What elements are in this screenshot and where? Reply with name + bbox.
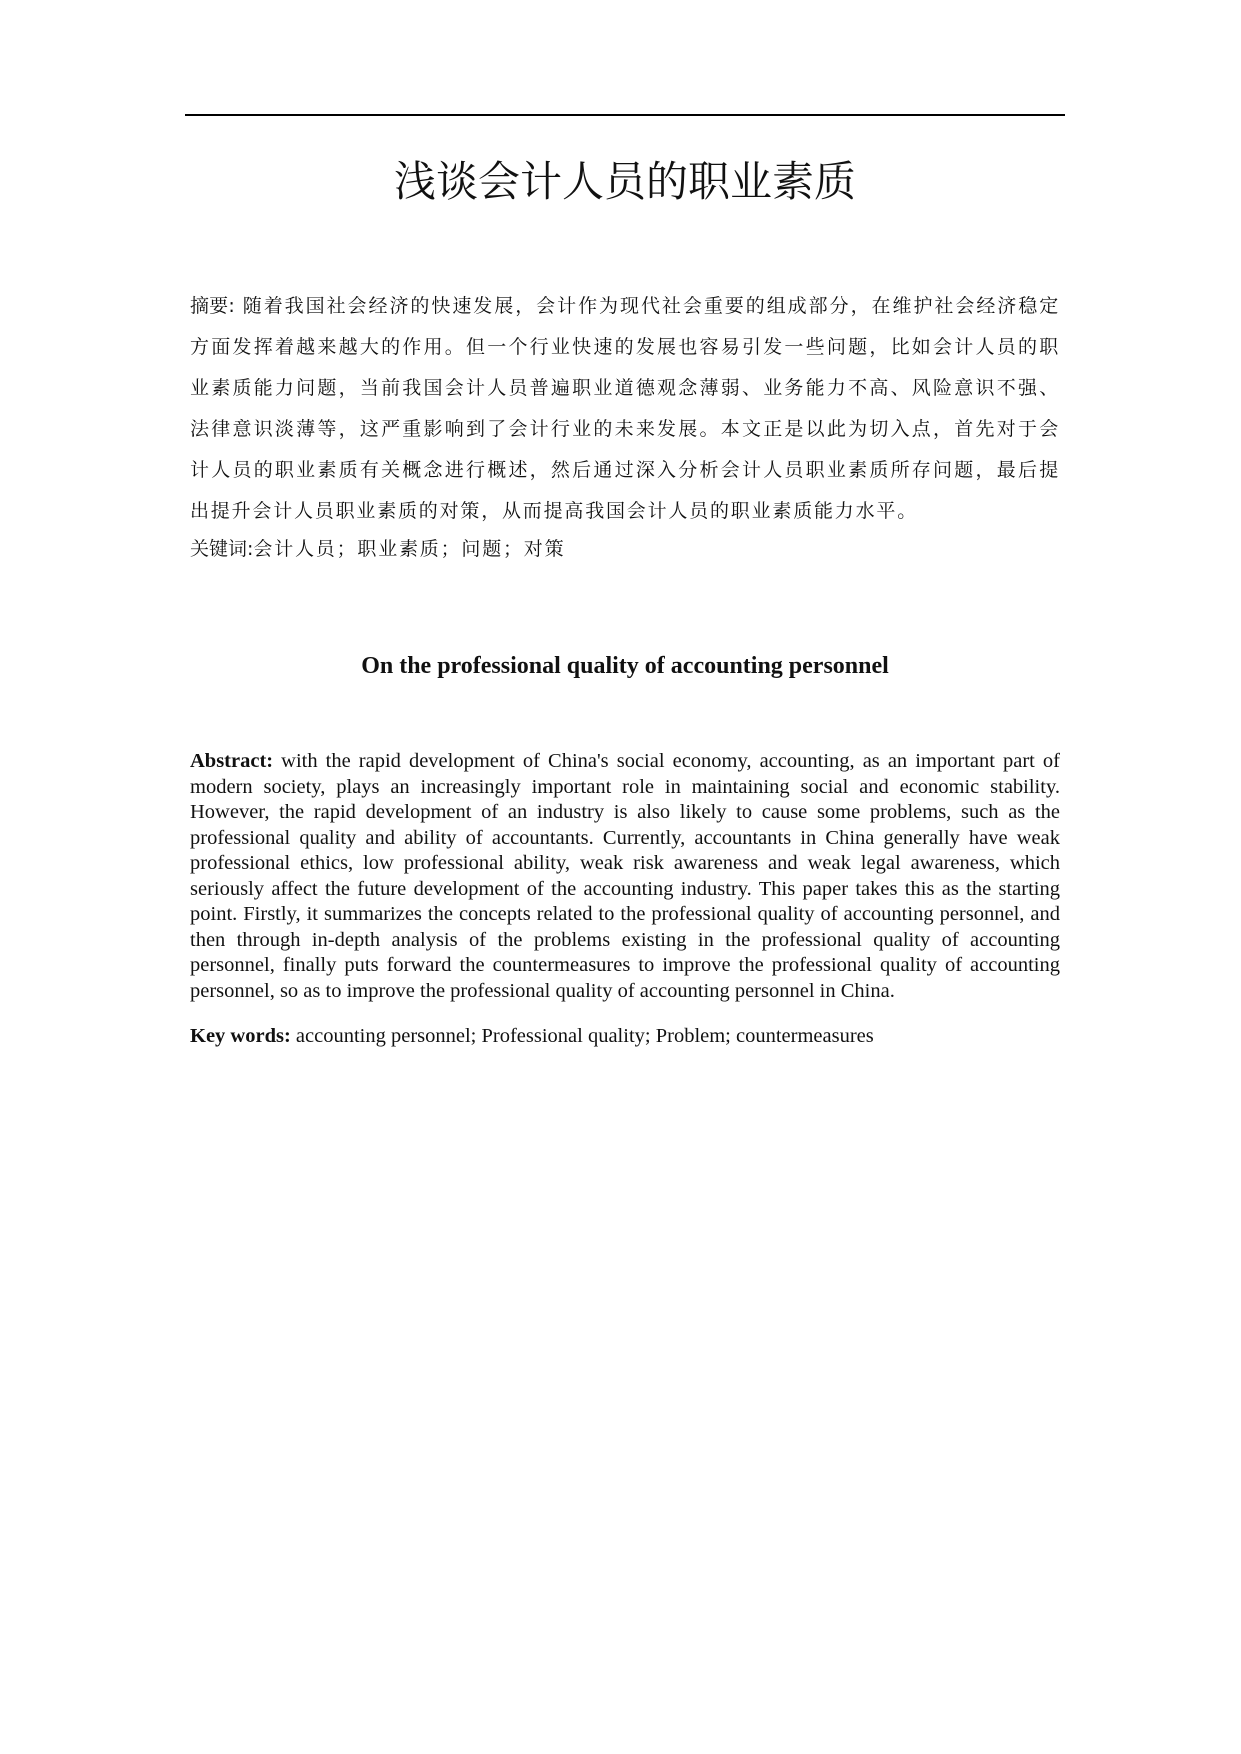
- english-abstract: [190, 749, 1060, 1004]
- english-keywords-label: Key words:: [190, 1025, 291, 1047]
- chinese-abstract: [190, 286, 1060, 532]
- chinese-keywords-text: 会计人员；职业素质；问题；对策: [253, 538, 566, 560]
- english-abstract-text: with the rapid development of China's social economy, accounting, as an important part of modern society, plays an increasingly important role in maintaining social and economic stability. However, the rapid development of an industry is also likely to cause some problems, such as the professional quality and ability of accountants. Currently, accountants in China generally have weak professional ethics, low professional ability, weak risk awareness and weak legal awareness, which seriously affect the future development of the accounting industry. This paper takes this as the starting point. Firstly, it summarizes the concepts related to the professional quality of accounting personnel, and then through in-depth analysis of the problems existing in the professional quality of accounting personnel, finally puts forward the countermeasures to improve the professional quality of accounting personnel, so as to improve the professional quality of accounting personnel in China.: [190, 750, 1060, 1002]
- chinese-title: 浅谈会计人员的职业素质: [393, 157, 856, 206]
- chinese-keywords: [190, 529, 1060, 570]
- chinese-abstract-text: 随着我国社会经济的快速发展，会计作为现代社会重要的组成部分，在维护社会经济稳定方面发挥着越来越大的作用。但一个行业快速的发展也容易引发一些问题，比如会计人员的职业素质能力问题，当前我国会计人员普遍职业道德观念薄弱、业务能力不高、风险意识不强、法律意识淡薄等，这严重影响到了会计行业的未来发展。本文正是以此为切入点，首先对于会计人员的职业素质有关概念进行概述，然后通过深入分析会计人员职业素质所存问题，最后提出提升会计人员职业素质的对策，从而提高我国会计人员的职业素质能力水平。: [190, 295, 1061, 522]
- english-title: On the professional quality of accounting personnel: [361, 653, 889, 679]
- header-rule: [185, 114, 1065, 116]
- chinese-abstract-label: 摘要:: [190, 295, 235, 317]
- chinese-keywords-label: 关键词:: [190, 538, 254, 560]
- english-keywords-text: accounting personnel; Professional quality; Problem; countermeasures: [290, 1025, 874, 1047]
- english-abstract-label: Abstract:: [190, 750, 274, 772]
- english-keywords: [190, 1024, 1060, 1050]
